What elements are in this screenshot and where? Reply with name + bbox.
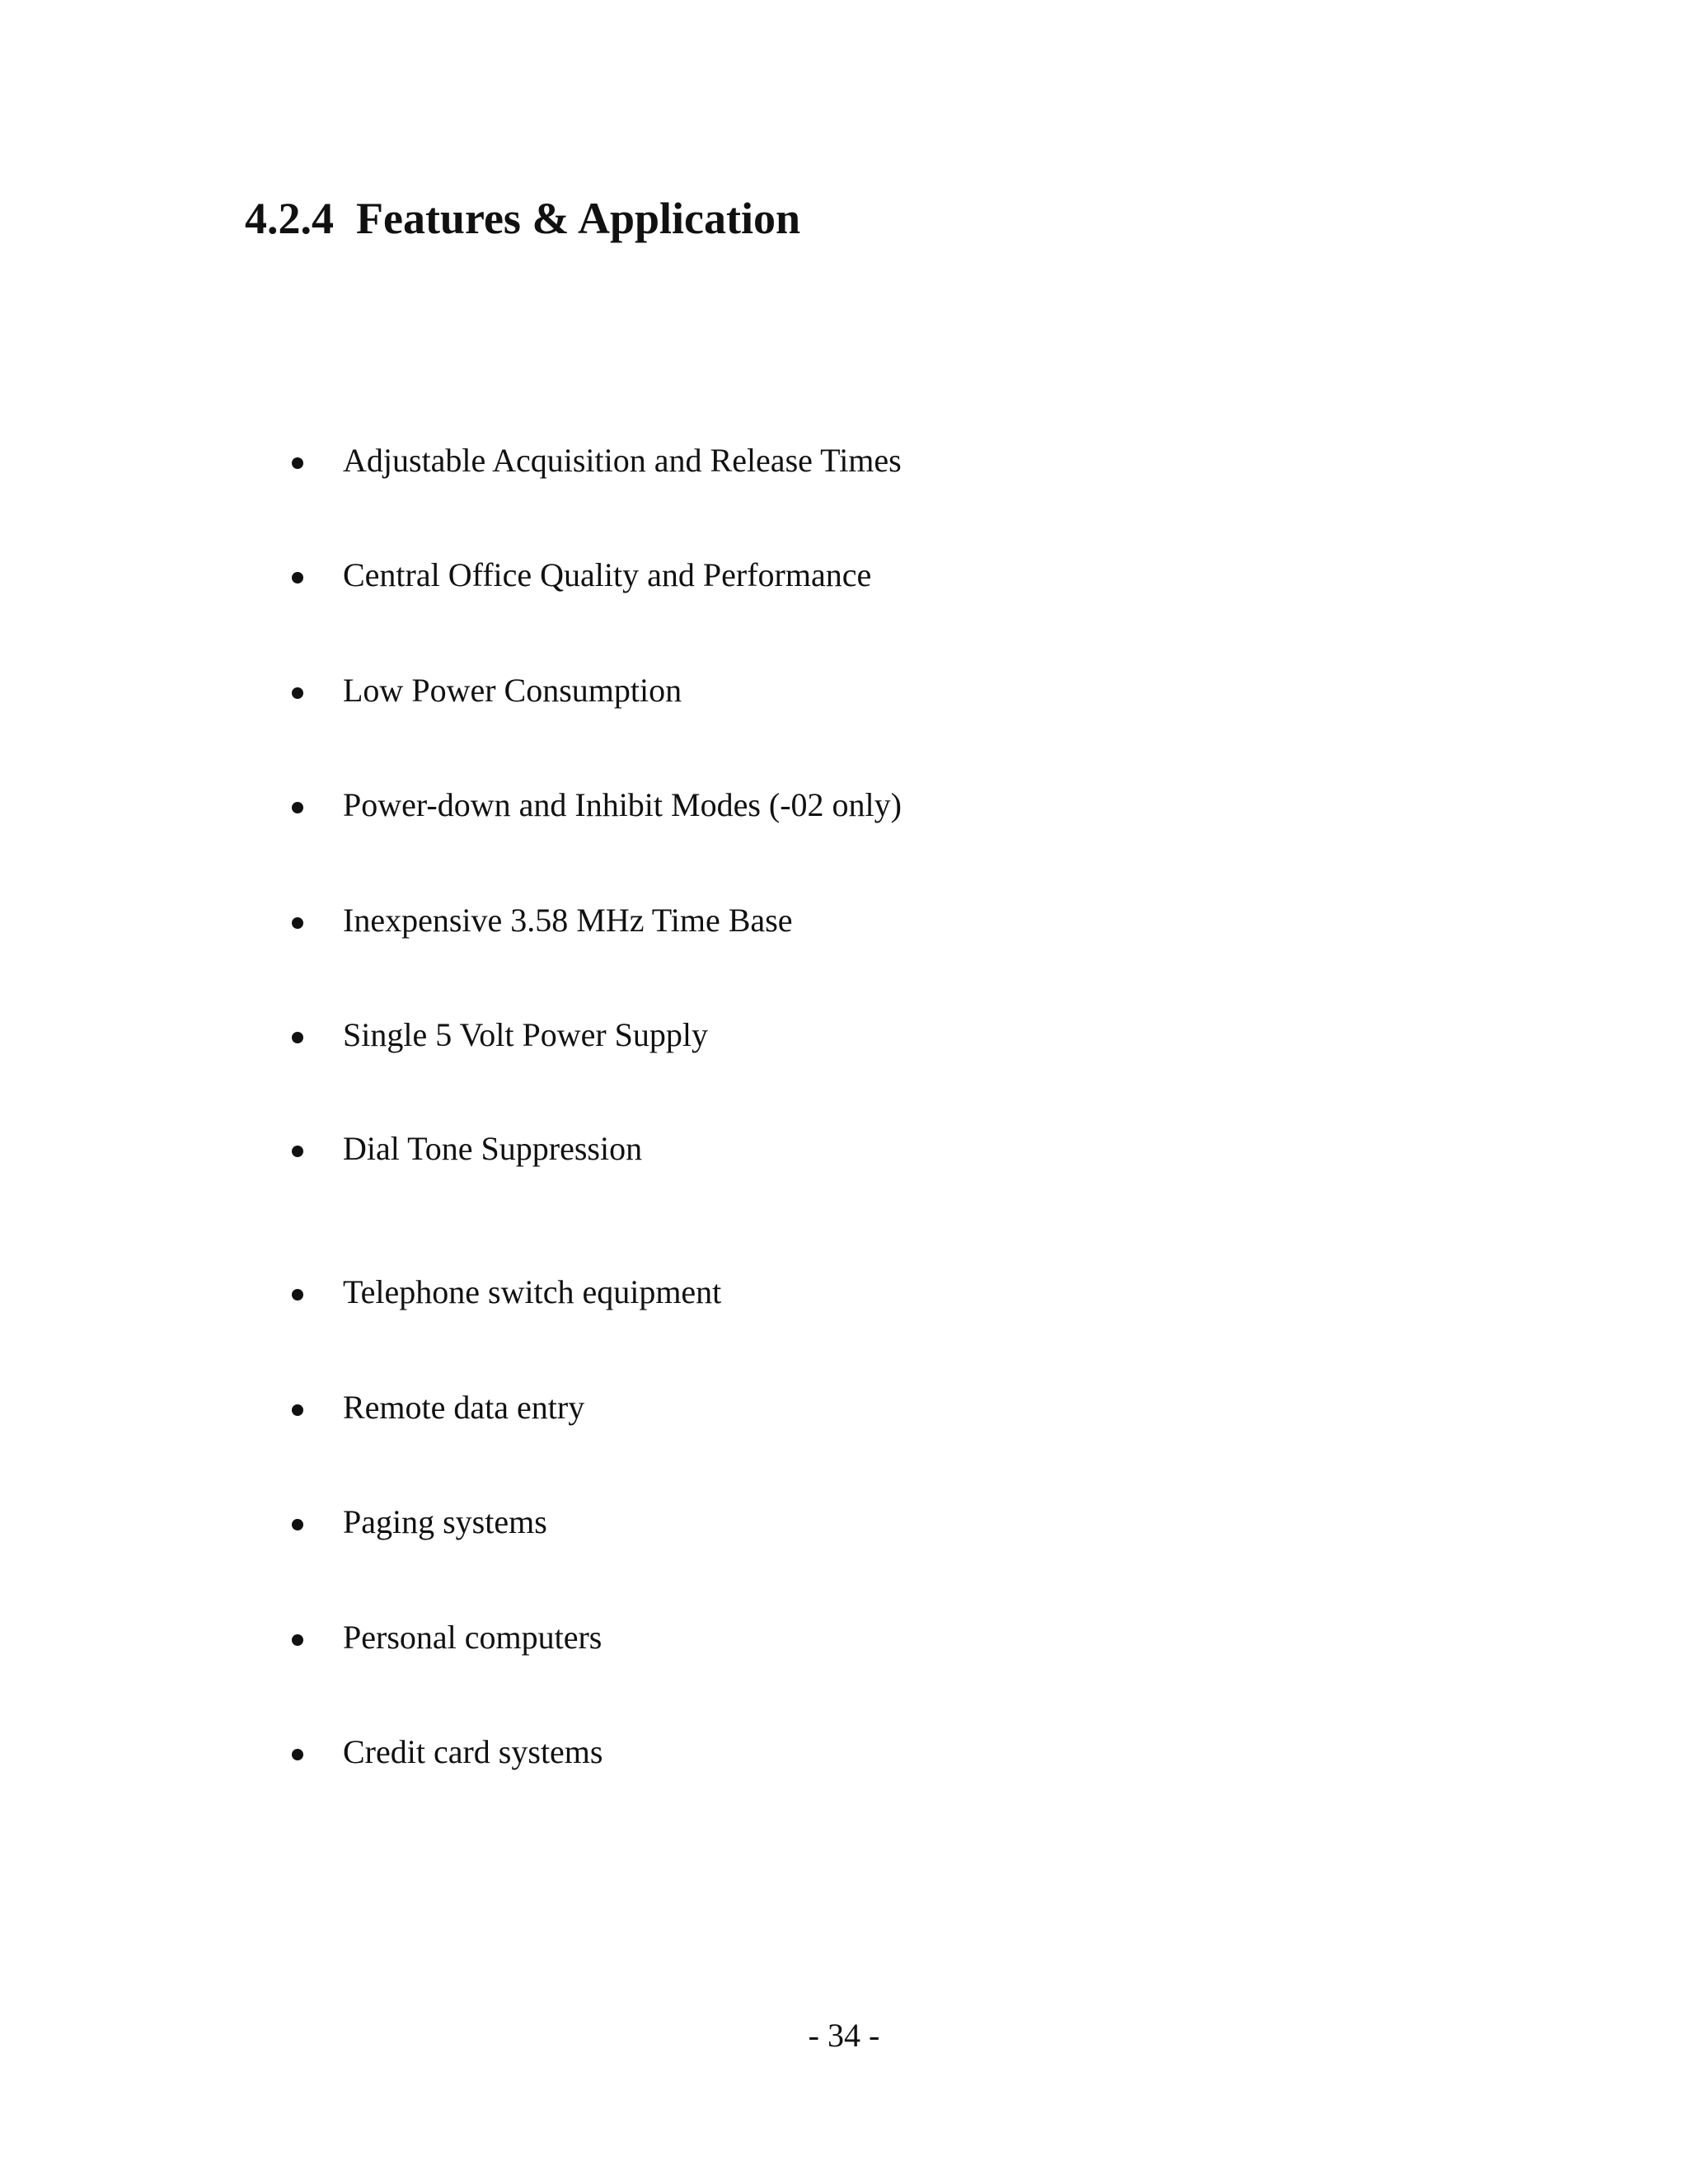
list-item-label: Credit card systems xyxy=(343,1733,603,1770)
list-item xyxy=(0,1502,1154,1552)
list-item-label: Power-down and Inhibit Modes (-02 only) xyxy=(343,786,902,823)
page-number: - 34 - xyxy=(808,2017,880,2054)
bullet-icon xyxy=(292,457,303,469)
list-item xyxy=(0,1272,1154,1322)
list-item-label: Central Office Quality and Performance xyxy=(343,556,872,593)
list-item xyxy=(0,671,1154,720)
list-item xyxy=(0,1015,1154,1065)
bullet-icon xyxy=(292,917,303,929)
list-item-label: Inexpensive 3.58 MHz Time Base xyxy=(343,902,793,939)
list-item-label: Remote data entry xyxy=(343,1389,585,1426)
list-item xyxy=(0,901,1154,950)
list-item-label: Low Power Consumption xyxy=(343,672,682,709)
list-item xyxy=(0,555,1154,605)
list-item xyxy=(0,1618,1154,1667)
bullet-icon xyxy=(292,1404,303,1416)
bullet-icon xyxy=(292,1032,303,1043)
list-item-label: Single 5 Volt Power Supply xyxy=(343,1016,709,1053)
bullet-icon xyxy=(292,1634,303,1646)
bullet-icon xyxy=(292,1519,303,1530)
list-item-label: Adjustable Acquisition and Release Times xyxy=(343,442,902,479)
bullet-icon xyxy=(292,802,303,813)
list-item xyxy=(0,785,1154,835)
bullet-icon xyxy=(292,687,303,699)
list-item-label: Personal computers xyxy=(343,1619,603,1656)
section-title: Features & Application xyxy=(356,194,800,243)
list-item-label: Paging systems xyxy=(343,1503,547,1540)
bullet-icon xyxy=(292,1749,303,1760)
section-heading xyxy=(245,196,800,241)
bullet-icon xyxy=(292,1146,303,1157)
list-item xyxy=(0,1732,1154,1782)
bullet-icon xyxy=(292,1289,303,1301)
list-item xyxy=(0,441,1154,490)
list-item xyxy=(0,1129,1154,1179)
list-item xyxy=(0,1388,1154,1437)
section-number: 4.2.4 xyxy=(245,194,334,243)
list-item-label: Dial Tone Suppression xyxy=(343,1130,643,1167)
bullet-icon xyxy=(292,572,303,583)
list-item-label: Telephone switch equipment xyxy=(343,1273,722,1310)
